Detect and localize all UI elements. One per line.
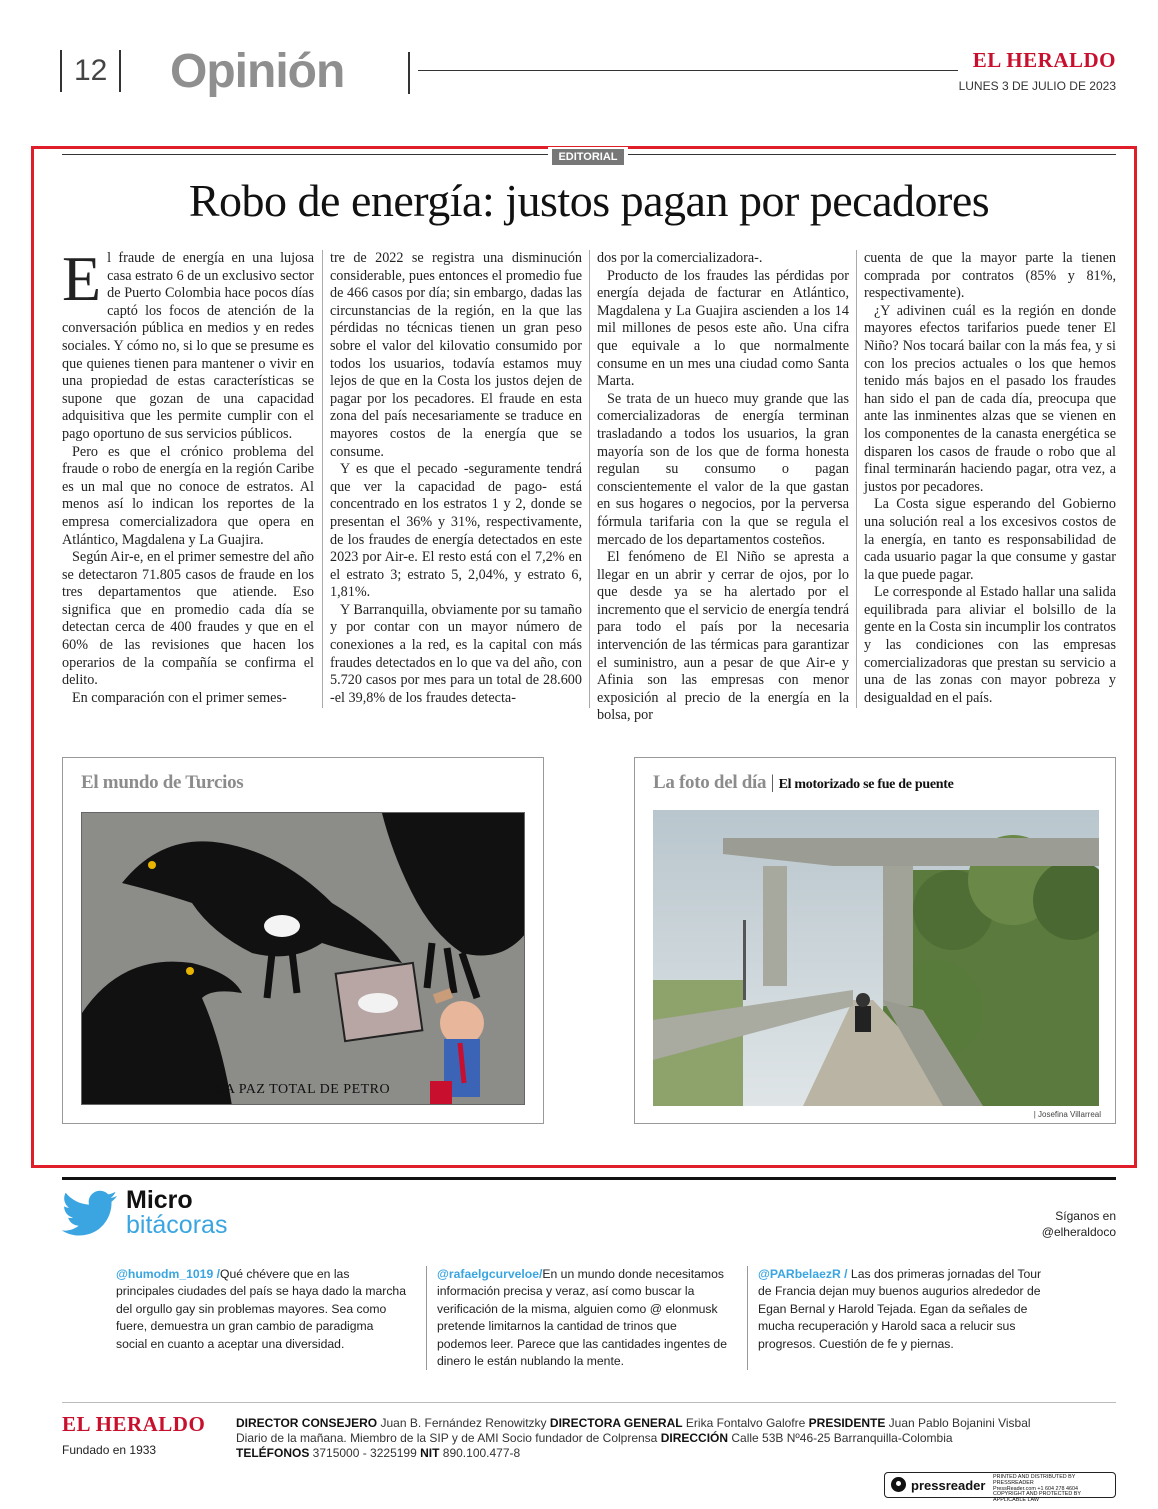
tweet — [437, 1266, 727, 1370]
cartoon-image — [81, 812, 525, 1105]
divider — [408, 52, 410, 94]
credit-value: Diario de la mañana. Miembro de la SIP y de AMI Socio fundador de Colprensa — [236, 1431, 661, 1445]
page-number: 12 — [60, 50, 121, 92]
credit-value: Juan B. Fernández Renowitzky — [377, 1416, 550, 1430]
credit-key: DIRECTOR CONSEJERO — [236, 1416, 378, 1430]
credit-key: PRESIDENTE — [808, 1416, 886, 1430]
article-column — [330, 250, 582, 707]
credit-key: DIRECTORA GENERAL — [549, 1416, 683, 1430]
credit-value: 890.100.477-8 — [439, 1446, 521, 1460]
divider — [62, 1177, 1116, 1180]
article-column — [597, 250, 849, 725]
editorial-tag — [548, 147, 628, 163]
separator: | — [766, 772, 779, 793]
photo-box — [634, 757, 1116, 1124]
paragraph: Le corresponde al Estado hallar una salida equilibrada para aliviar el bolsillo de la gente en la Costa sin incumplir los contratos y las condiciones con las empresas comercializadoras que prestan su servicio a una de las zonas con mayor pobreza y desigualdad en el país. — [864, 584, 1116, 706]
founded-year: Fundado en 1933 — [62, 1443, 157, 1457]
photo-credit: | Josefina Villarreal — [1033, 1110, 1101, 1119]
follow-label: Síganos en — [1055, 1209, 1116, 1223]
photo-title: La foto del día — [653, 772, 767, 793]
credits-line — [236, 1416, 1116, 1431]
footer-credits — [236, 1416, 1116, 1461]
credit-value: Juan Pablo Bojanini Visbal — [885, 1416, 1031, 1430]
column-divider — [322, 250, 323, 708]
editorial-headline: Robo de energía: justos pagan por pecadores — [188, 175, 990, 226]
photo-subtitle: El motorizado se fue de puente — [778, 777, 954, 792]
column-divider — [856, 250, 857, 708]
paragraph: tre de 2022 se registra una disminución considerable, pues entonces el promedio fue de 466 casos por día; sin embargo, dadas las circunstancias de la región, en la que las pérdidas no técnicas tienen un gran peso sobre el valor del kilovatio consumido por todos los usuarios, todavía estamos muy lejos de que en la Costa los justos dejen de pagar por los pecadores. El fraude en esta zona del país necesariamente se traduce en mayores costos de la energía que se consume. — [330, 250, 582, 460]
tweet-handle: @rafaelgcurveloe/ — [437, 1267, 543, 1281]
cartoon-title: El mundo de Turcios — [81, 772, 244, 793]
page-header — [0, 0, 1158, 130]
divider — [62, 1402, 1116, 1403]
paragraph: En comparación con el primer semes- — [72, 689, 287, 706]
credits-line — [236, 1431, 1116, 1446]
section-title: Opinión — [170, 45, 345, 98]
masthead-logo: EL HERALDO — [972, 48, 1116, 72]
credit-value: 3715000 - 3225199 — [309, 1446, 421, 1460]
credit-key: DIRECCIÓN — [660, 1431, 729, 1445]
credit-value: Erika Fontalvo Galofre — [682, 1416, 809, 1430]
paragraph: El fraude de energía en una lujosa casa estrato 6 de un exclusivo sector de Puerto Colombia hace pocos días captó los focos de atención de la conversación pública en medios y en redes sociales. Y cómo no, si lo que se presume es que quienes tienen para mantener o vivir en una propiedad de estas características se supone que gozan de una capacidad adquisitiva que les permite cumplir con el pago oportuno de sus servicios públicos. — [62, 243, 314, 442]
microbitacoras-subtitle: bitácoras — [126, 1211, 228, 1239]
notice-line: COPYRIGHT AND PROTECTED BY APPLICABLE LAW — [993, 1491, 1081, 1504]
paragraph: Y Barranquilla, obviamente por su tamaño y por contar con un mayor número de conexiones a la red, es la capital con más fraudes detectados en lo que va del año, con 5.720 casos por mes para un total de 28.600 -el 39,8% de los fraudes detecta- — [330, 601, 582, 706]
pressreader-icon — [891, 1477, 906, 1492]
footer-logo: EL HERALDO — [62, 1412, 206, 1436]
paragraph: Producto de los fraudes las pérdidas por energía dejada de facturar en Atlántico, Magdalena y La Guajira ascienden a los 14 mil millones de pesos este año. Una cifra que equivale a lo que normalmente consume en un mes una ciudad como Santa Marta. — [597, 267, 849, 390]
tweet-text: Qué chévere que en las principales ciudades del país se haya dado la marcha del orgullo gay sin problemas mayores. Sea como fuere, demuestra un gran cambio de paradigma social en cuanto a aceptar una diversidad. — [116, 1267, 406, 1351]
editorial-body — [62, 243, 1116, 724]
pressreader-badge — [884, 1472, 1116, 1504]
pressreader-notice — [993, 1475, 1113, 1504]
article-column — [62, 243, 314, 707]
bridge-photo — [653, 810, 1099, 1106]
article-column — [864, 250, 1116, 707]
tweet-handle: @humodm_1019 / — [116, 1267, 220, 1281]
paragraph: Pero es que el crónico problema del fraude o robo de energía en la región Caribe es un mal que no conoce de estratos. Al menos así lo indican los reportes de la empresa comercializadora que opera en Atlántico, Magdalena y La Guajira. — [62, 443, 314, 548]
issue-date: LUNES 3 DE JULIO DE 2023 — [958, 79, 1116, 93]
microbitacoras-title: Micro — [126, 1186, 193, 1214]
paragraph: La Costa sigue esperando del Gobierno una solución real a los excesivos costos de la energía, en tanto es responsabilidad de cada usuario pagar la que consume y gastar la que puede pagar. — [864, 496, 1116, 583]
twitter-bird-icon — [62, 1190, 118, 1241]
paragraph: Y es que el pecado -seguramente tendrá que ver la capacidad de pago- está concentrado en los estratos 1 y 2, donde se presentan el 36% y 31%, respectivamente, de los fraudes de energía detectados en este 2023 por Air-e. El resto está con el 7,2% en el estrato 3; estrato 5, 2,04%, y estrato 6, 1,81%. — [330, 461, 582, 601]
tweet-text: Las dos primeras jornadas del Tour de Francia dejan muy buenos augurios alrededor de Egan Bernal y Harold Tejada. Egan da señales de mucha recuperación y Harold saca a relucir sus progresos. Cuestión de fe y piernas. — [758, 1267, 1042, 1351]
paragraph: El fenómeno de El Niño se apresta a llegar en un abrir y cerrar de ojos, por lo que desde ya se ha alertado por el incremento que el servicio de energía tendrá para todo el país por la necesaria intervención de las térmicas para garantizar el suministro, aun a pesar de que Air-e y Afinia son las empresas con menor exposición al precio de la energía en la bolsa, por — [597, 549, 849, 724]
credit-value: Calle 53B Nº46-25 Barranquilla-Colombia — [728, 1431, 953, 1445]
notice-line: PressReader.com +1 604 278 4604 — [993, 1485, 1078, 1492]
photo-title-row — [653, 772, 954, 794]
follow-us — [1042, 1208, 1116, 1240]
notice-line: PRINTED AND DISTRIBUTED BY PRESSREADER — [993, 1474, 1076, 1486]
tweet-text: En un mundo donde necesitamos información precisa y veraz, así como buscar la verificación de la misma, alguien como @ elonmusk pretende limitarnos la cantidad de trinos que podemos leer. Parece que las cantidades ingentes de dinero le están nublando la mente. — [437, 1267, 727, 1369]
tweet-divider — [426, 1266, 427, 1370]
paragraph: ¿Y adivinen cuál es la región en donde mayores efectos tarifarios puede tener El Niño? Nos tocará bailar con la más fea, y si con los precios actuales o los que hemos tenido más bajos en el pasado los fraudes han sido el pan de cada día, preocupa que ante las inminentes alzas que se vienen en los componentes de la canasta energética se disparen los casos de fraude o robo que al final terminarán haciendo pagar, otra vez, a justos por pecadores. — [864, 302, 1116, 495]
crows-illustration — [82, 813, 525, 1105]
paragraph: Según Air-e, en el primer semestre del año se detectaron 71.805 casos de fraude en los tres departamentos que atiende. Eso significa que en promedio cada día se detectan cerca de 400 fraudes y que en el 60% de las revisiones que hacen los operarios de la compañía se confirma el delito. — [62, 549, 314, 689]
divider — [418, 70, 958, 71]
editorial-tag-label: EDITORIAL — [552, 149, 623, 165]
follow-handle: @elheraldoco — [1041, 1225, 1116, 1239]
tweet-divider — [747, 1266, 748, 1370]
credits-line — [236, 1446, 1116, 1461]
cartoon-caption: LA PAZ TOTAL DE PETRO — [215, 1082, 391, 1097]
paragraph: dos por la comercializadora-. — [597, 250, 763, 266]
column-divider — [589, 250, 590, 708]
tweet-handle: @PARbelaezR / — [758, 1267, 848, 1281]
tweet — [116, 1266, 406, 1353]
paragraph: cuenta de que la mayor parte la tienen comprada por contratos (85% y 81%, respectivamente). — [864, 250, 1116, 302]
cartoon-box — [62, 757, 544, 1124]
tweet — [758, 1266, 1048, 1353]
credit-key: TELÉFONOS — [236, 1446, 310, 1460]
paragraph: Se trata de un hueco muy grande que las comercializadoras de energía terminan trasladando a todos los usuarios, la gran mayoría son de los que de forma honesta regulan su consumo o pagan conscientemente el valor de la que gastan en sus hogares o negocios, por la perversa fórmula tarifaria con la que se regula el mercado de los departamentos costeños. — [597, 390, 849, 548]
credit-key: NIT — [420, 1446, 440, 1460]
photo-image — [653, 810, 1099, 1106]
pressreader-name: pressreader — [911, 1478, 986, 1493]
